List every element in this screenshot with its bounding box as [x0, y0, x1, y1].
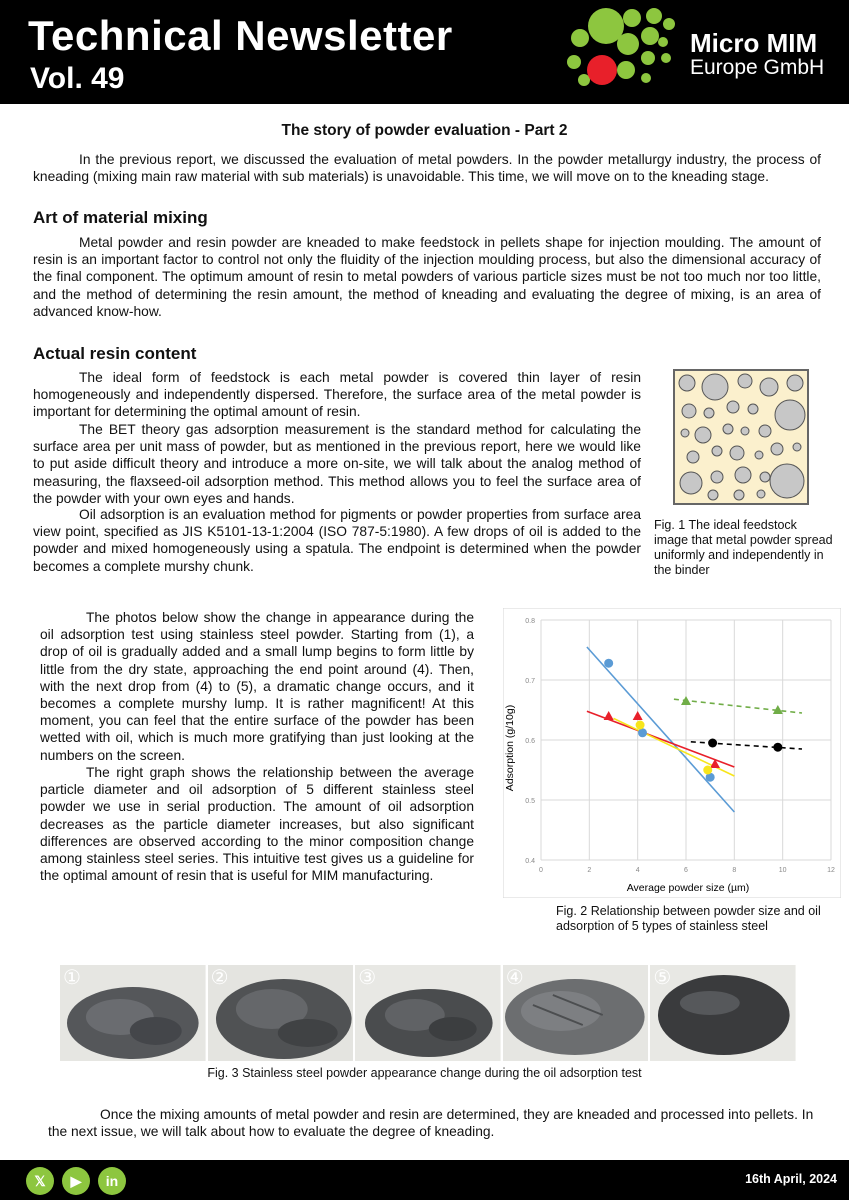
chart-y-tick-label: 0.6: [525, 738, 535, 745]
intro-paragraph: In the previous report, we discussed the evaluation of metal powders. In the powder metallurgy industry, the process of kneading (mixing main raw material with sub materials) is unavoidable. This time, we will move on to the kneading stage.: [33, 152, 821, 185]
resin-paragraph-1: The ideal form of feedstock is each metal powder is covered thin layer of resin homogeneously and independently dispersed. Therefore, the surface area of the metal powder is important for determining the optimal amount of resin.: [33, 370, 641, 420]
newsletter-footer: [0, 1160, 849, 1200]
chart-y-tick-label: 0.4: [525, 858, 535, 865]
chart-point-blue: [604, 659, 613, 668]
issue-date: 16th April, 2024: [745, 1172, 837, 1186]
graph-paragraph: The right graph shows the relationship between the average particle diameter and oil adsorption of 5 different stainless steel powder we use in serial production. The amount of oil adsorption decreases as the particle diameter increases, but also significant differences are observed according to the minor composition change among stainless steel series. This intuitive test gives us a guideline for the optimal amount of resin that is useful for MIM manufacturing.: [40, 765, 474, 884]
section-heading-resin: Actual resin content: [33, 344, 197, 363]
youtube-icon[interactable]: ▶: [62, 1167, 90, 1195]
company-subname: Europe GmbH: [690, 56, 825, 79]
adsorption-photo-strip: [60, 965, 796, 1061]
photo-step-3: [355, 965, 501, 1061]
fig2-caption: Fig. 2 Relationship between powder size and oil adsorption of 5 types of stainless steel: [556, 904, 821, 933]
feedstock-diagram: [673, 369, 809, 505]
linkedin-icon[interactable]: in: [98, 1167, 126, 1195]
fig3-caption: Fig. 3 Stainless steel powder appearance change during the oil adsorption test: [207, 1066, 642, 1080]
chart-y-tick-label: 0.8: [525, 618, 535, 625]
photo-label-2: ②: [210, 967, 229, 989]
chart-x-tick-label: 2: [587, 867, 592, 874]
resin-paragraph-3: Oil adsorption is an evaluation method for pigments or powder properties from surface area view point, specified as JIS K5101-13-1:2004 (ISO 787-5:1980). A few drops of oil is added to the powder and mixed homogeneously using a spatula. The endpoint is determined when the powder becomes a complete murshy chunk.: [33, 507, 641, 574]
article-title: The story of powder evaluation - Part 2: [281, 122, 568, 139]
chart-x-tick-label: 4: [635, 867, 640, 874]
chart-x-axis-label: Average powder size (µm): [626, 882, 750, 894]
photo-label-5: ⑤: [653, 967, 672, 989]
chart-point-yellow: [703, 766, 712, 775]
photo-step-1: [60, 965, 206, 1061]
photo-step-5: [650, 965, 796, 1061]
photo-label-3: ③: [358, 967, 377, 989]
company-logo-icon: [566, 6, 678, 98]
chart-x-tick-label: 8: [732, 867, 737, 874]
resin-paragraph-2: The BET theory gas adsorption measurement is the standard method for calculating the surface area per unit mass of powder, but as mentioned in the previous report, here we would like to put aside difficult theory and introduce a more on-site, we will talk about the analog method of measuring, the flaxseed-oil adsorption method. This method allows you to feel the surface area of the powder with your own eyes and hands.: [33, 422, 641, 506]
chart-x-tick-label: 6: [684, 867, 688, 874]
chart-point-yellow: [636, 721, 645, 730]
section-heading-mixing: Art of material mixing: [33, 208, 208, 227]
chart-y-axis-label: Adsorption (g/10g): [504, 704, 516, 792]
newsletter-title: Technical Newsletter: [28, 12, 453, 59]
closing-paragraph: Once the mixing amounts of metal powder and resin are determined, they are kneaded and processed into pellets. In the next issue, we will talk about how to evaluate the degree of kneading.: [48, 1107, 814, 1140]
chart-x-tick-label: 12: [827, 867, 835, 874]
x-icon[interactable]: 𝕏: [26, 1167, 54, 1195]
photo-label-1: ①: [63, 967, 81, 989]
chart-x-tick-label: 0: [539, 867, 543, 874]
photo-step-2: [208, 965, 354, 1061]
chart-point-black: [708, 739, 717, 748]
newsletter-header: [0, 0, 849, 104]
chart-y-tick-label: 0.5: [525, 798, 535, 805]
chart-point-black: [773, 743, 782, 752]
chart-frame: [503, 608, 841, 898]
photo-step-4: [503, 965, 649, 1061]
chart-x-tick-label: 10: [778, 867, 787, 874]
adsorption-chart: [503, 608, 841, 898]
volume-number: Vol. 49: [30, 62, 125, 95]
chart-y-tick-label: 0.7: [525, 678, 535, 685]
photo-paragraph: The photos below show the change in appearance during the oil adsorption test using stainless steel powder. Starting from (1), a drop of oil is gradually added and a small lump begins to form little by little from the dry state, approaching the end point around (4). Then, with the next drop from (4) to (5), a dramatic change occurs, and it becomes a complete murshy lump. It is rather magnificent! At this moment, you can feel that the entire surface of the powder has been wetted with oil, which is much more gratifying than just looking at the numbers on the screen.: [40, 610, 474, 763]
company-name: Micro MIM: [690, 28, 818, 58]
mixing-paragraph: Metal powder and resin powder are kneaded to make feedstock in pellets shape for injection moulding. The amount of resin is an important factor to control not only the fluidity of the injection moulding process, but also the dimensional accuracy of the final component. The optimum amount of resin to metal powders of various particle sizes must be not too much nor too little, and the method of determining the resin amount, the method of kneading and evaluating the degree of mixing, is an area of advanced know-how.: [33, 235, 821, 319]
chart-point-blue: [638, 728, 647, 737]
fig1-caption: Fig. 1 The ideal feedstock image that metal powder spread uniformly and independently in the binder: [654, 518, 833, 577]
photo-label-4: ④: [505, 967, 524, 989]
